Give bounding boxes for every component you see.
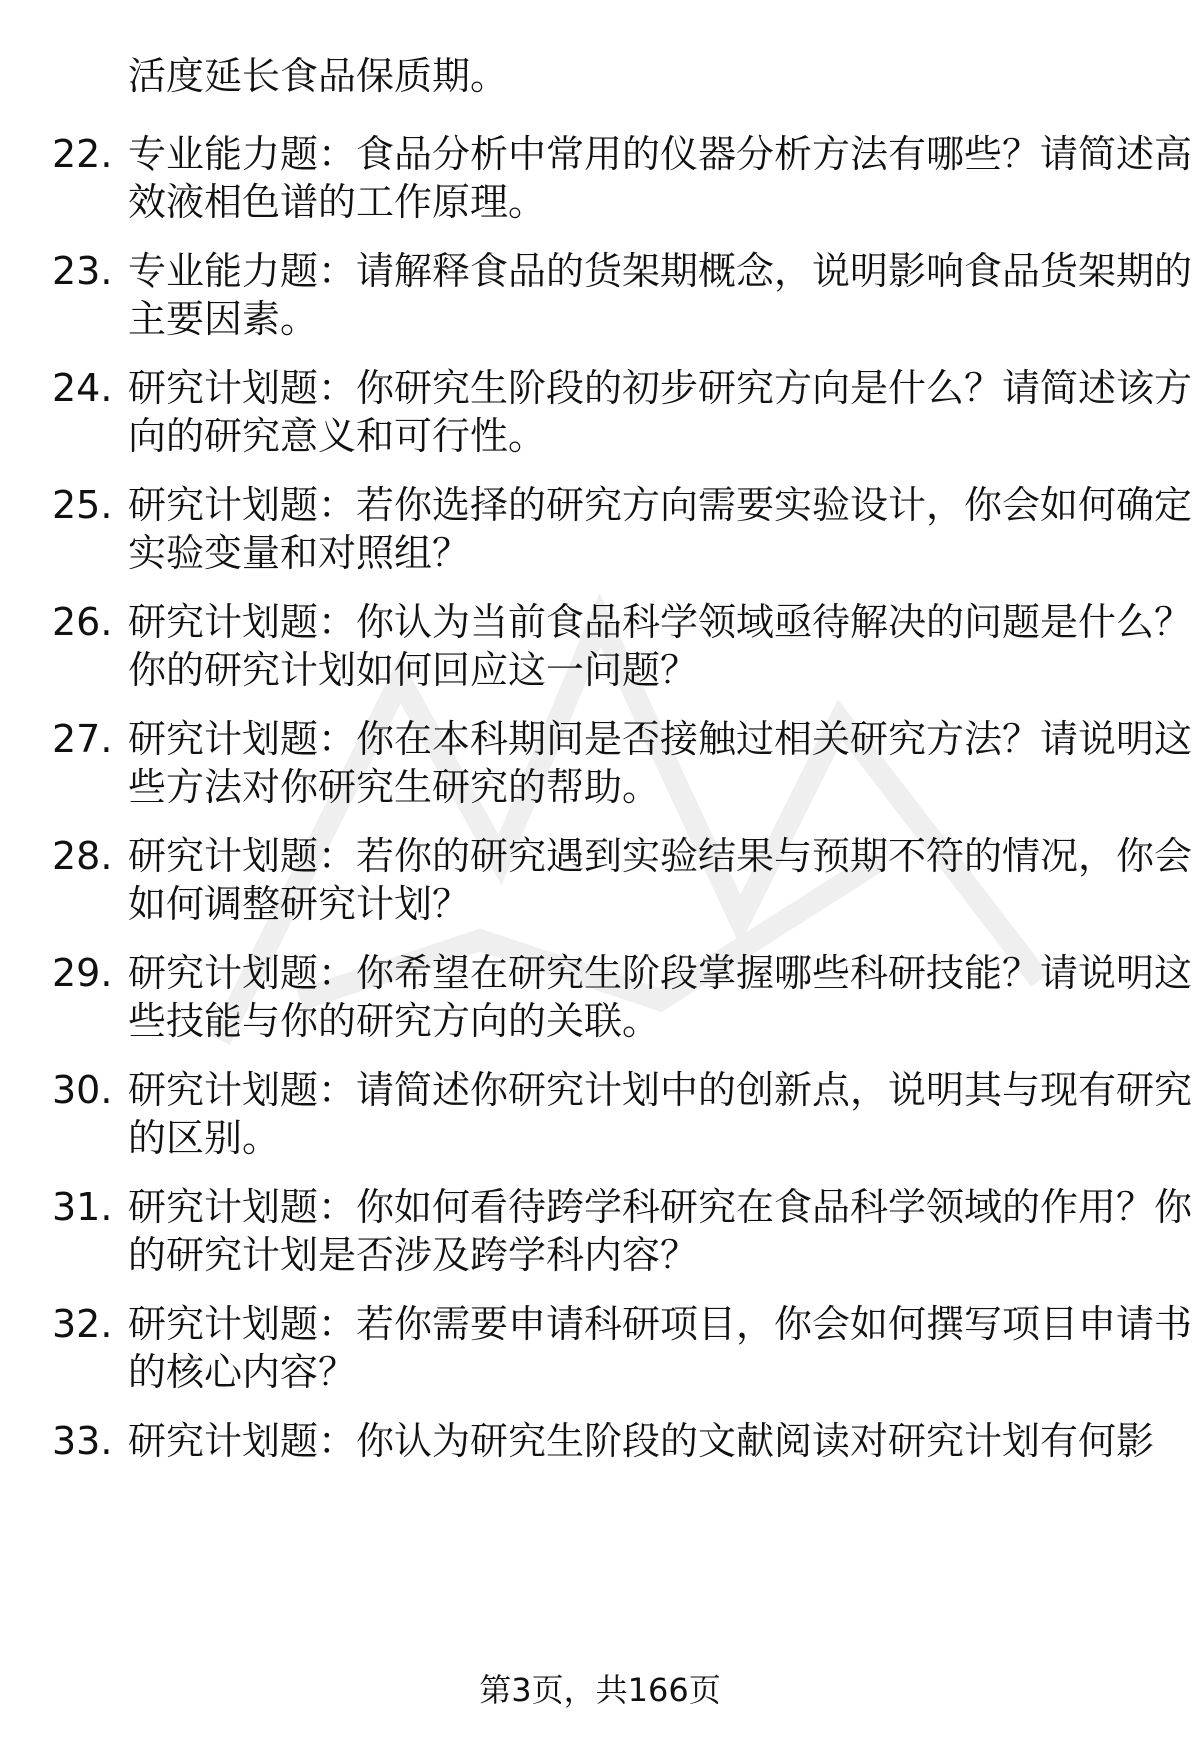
question-text-line: 主要因素。	[128, 297, 319, 341]
question-text	[128, 1066, 1193, 1162]
question-text	[128, 130, 1193, 226]
question-text-line: 研究计划题：你如何看待跨学科研究在食品科学领域的作用？你	[128, 1185, 1193, 1229]
question-text-line: 你的研究计划如何回应这一问题？	[128, 648, 699, 692]
question-text	[128, 1183, 1193, 1279]
question-text-line: 研究计划题：若你需要申请科研项目，你会如何撰写项目申请书	[128, 1302, 1193, 1346]
question-text-line: 的核心内容？	[128, 1350, 357, 1394]
question-text-line: 研究计划题：你研究生阶段的初步研究方向是什么？请简述该方	[128, 366, 1193, 410]
question-text-line: 研究计划题：你认为研究生阶段的文献阅读对研究计划有何影	[128, 1419, 1155, 1463]
question-number: 33.	[52, 1419, 113, 1463]
question-text	[128, 247, 1193, 343]
question-text-line: 研究计划题：你希望在研究生阶段掌握哪些科研技能？请说明这	[128, 951, 1193, 995]
question-number: 29.	[52, 951, 113, 995]
question-text-line: 研究计划题：请简述你研究计划中的创新点，说明其与现有研究	[128, 1068, 1193, 1112]
question-number: 25.	[52, 483, 113, 527]
question-number: 28.	[52, 834, 113, 878]
question-number: 24.	[52, 366, 113, 410]
question-text-line: 的研究计划是否涉及跨学科内容？	[128, 1233, 699, 1277]
question-text	[128, 598, 1193, 694]
question-text	[128, 949, 1193, 1045]
question-number: 22.	[52, 132, 113, 176]
question-number: 26.	[52, 600, 113, 644]
question-text-line: 专业能力题：食品分析中常用的仪器分析方法有哪些？请简述高	[128, 132, 1193, 176]
question-text-line: 研究计划题：若你的研究遇到实验结果与预期不符的情况，你会	[128, 834, 1193, 878]
question-number: 23.	[52, 249, 113, 293]
question-number: 31.	[52, 1185, 113, 1229]
question-text-line: 些技能与你的研究方向的关联。	[128, 999, 661, 1043]
question-text	[128, 715, 1193, 811]
question-text-line: 研究计划题：若你选择的研究方向需要实验设计，你会如何确定	[128, 483, 1193, 527]
question-text-line: 实验变量和对照组？	[128, 531, 471, 575]
question-text-line: 研究计划题：你认为当前食品科学领域亟待解决的问题是什么？	[128, 600, 1193, 644]
question-number: 27.	[52, 717, 113, 761]
continuation-line: 活度延长食品保质期。	[128, 54, 509, 98]
question-text-line: 效液相色谱的工作原理。	[128, 180, 547, 224]
question-text-line: 研究计划题：你在本科期间是否接触过相关研究方法？请说明这	[128, 717, 1193, 761]
question-text-line: 专业能力题：请解释食品的货架期概念，说明影响食品货架期的	[128, 249, 1193, 293]
question-text-line: 的区别。	[128, 1116, 281, 1160]
question-text	[128, 1300, 1193, 1396]
question-text	[128, 832, 1193, 928]
question-text-line: 如何调整研究计划？	[128, 882, 471, 926]
question-number: 32.	[52, 1302, 113, 1346]
question-text	[128, 1417, 1155, 1465]
question-text	[128, 364, 1193, 460]
question-text	[128, 481, 1193, 577]
question-number: 30.	[52, 1068, 113, 1112]
question-text-line: 些方法对你研究生研究的帮助。	[128, 765, 661, 809]
question-text-line: 向的研究意义和可行性。	[128, 414, 547, 458]
page-number: 第3页，共166页	[479, 1671, 721, 1709]
